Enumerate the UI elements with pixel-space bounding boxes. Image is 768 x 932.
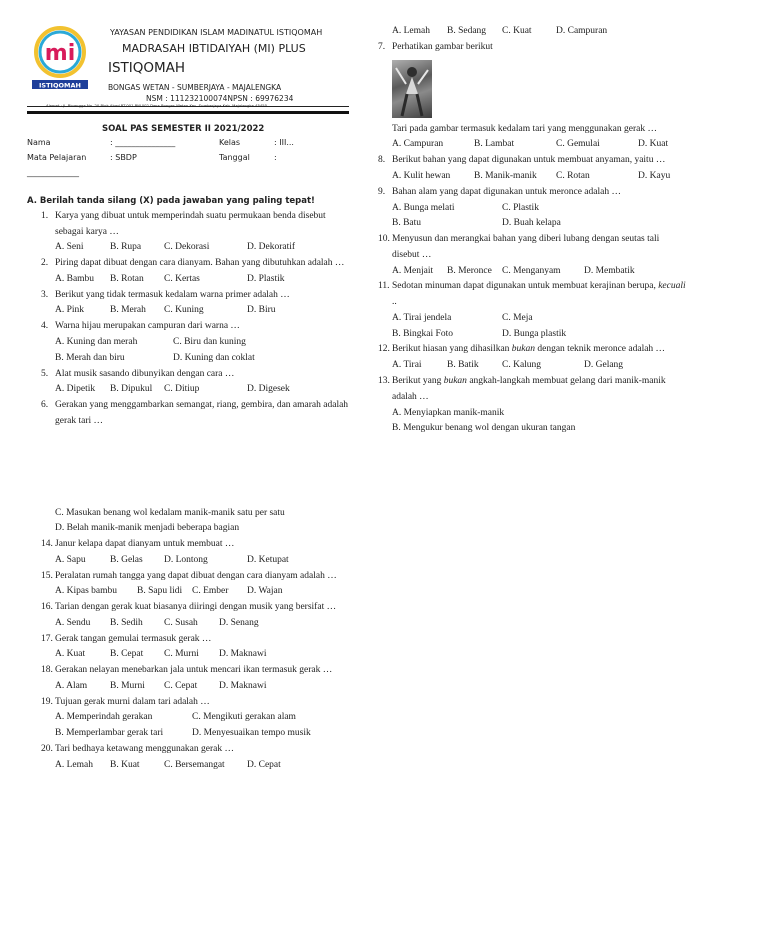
option-b[interactable]: B. Murni (110, 681, 145, 691)
school-name-line1: MADRASAH IBTIDAIYAH (MI) PLUS (122, 42, 306, 55)
option-c[interactable]: C. Murni (164, 649, 199, 659)
option-d[interactable]: D. Belah manik-manik menjadi beberapa bagian (55, 523, 240, 533)
option-d[interactable]: D. Digesek (247, 384, 290, 394)
question-number: 11. (378, 281, 390, 291)
option-a[interactable]: A. Kulit hewan (392, 171, 451, 181)
question-number: 1. (41, 211, 49, 221)
option-d[interactable]: D. Campuran (556, 26, 608, 36)
option-b[interactable]: B. Kuat (110, 760, 140, 770)
option-c[interactable]: C. Rotan (556, 171, 590, 181)
option-d[interactable]: D. Maknawi (219, 649, 267, 659)
option-c[interactable]: C. Kalung (502, 360, 542, 370)
option-b[interactable]: B. Lambat (474, 139, 515, 149)
option-c[interactable]: C. Ember (192, 586, 229, 596)
option-d[interactable]: D. Bunga plastik (502, 329, 567, 339)
option-d[interactable]: D. Buah kelapa (502, 218, 561, 228)
option-c[interactable]: D. Lontong (164, 555, 208, 565)
option-c[interactable]: C. Kertas (164, 274, 200, 284)
nama-field[interactable]: : _______________ (110, 138, 176, 147)
question-text: Berikut yang bukan angkah-langkah membuat gelang dari manik-manik (392, 376, 666, 386)
option-a[interactable]: A. Lemah (392, 26, 430, 36)
option-c[interactable]: C. Plastik (502, 203, 539, 213)
option-d[interactable]: D. Gelang (584, 360, 624, 370)
option-c[interactable]: C. Kuat (502, 26, 532, 36)
option-a[interactable]: A. Sendu (55, 618, 91, 628)
nama-label: Nama (27, 138, 51, 147)
option-c[interactable]: C. Ditiup (164, 384, 200, 394)
option-d[interactable]: D. Kuning dan coklat (173, 353, 255, 363)
question-number: 3. (41, 290, 49, 300)
option-b[interactable]: B. Bingkai Foto (392, 329, 453, 339)
option-c[interactable]: C. Biru dan kuning (173, 337, 246, 347)
option-a[interactable]: A. Kuning dan merah (55, 337, 138, 347)
option-c[interactable]: C. Mengikuti gerakan alam (192, 712, 296, 722)
school-location: BONGAS WETAN - SUMBERJAYA - MAJALENGKA (108, 83, 282, 92)
school-name-line2: ISTIQOMAH (108, 60, 186, 76)
question-text: Berikut hiasan yang dihasilkan bukan dengan teknik meronce adalah … (392, 344, 666, 354)
option-c[interactable]: C. Meja (502, 313, 533, 323)
kelas-field[interactable]: : III... (274, 138, 294, 147)
option-b[interactable]: B. Rotan (110, 274, 144, 284)
question-number: 17. (41, 634, 53, 644)
header-rule-thick (27, 111, 349, 114)
option-b[interactable]: B. Rupa (110, 242, 142, 252)
option-c[interactable]: C. Bersemangat (164, 760, 225, 770)
option-d[interactable]: D. Kuat (638, 139, 669, 149)
question-number: 7. (378, 42, 386, 52)
question-text: Gerakan yang menggambarkan semangat, riang, gembira, dan amarah adalah (55, 400, 349, 410)
option-a[interactable]: A. Kuat (55, 649, 86, 659)
option-a[interactable]: A. Bambu (55, 274, 95, 284)
school-nsm: NSM : 111232100074NPSN : 69976234 (146, 94, 294, 103)
option-a[interactable]: A. Tirai (392, 360, 422, 370)
option-a[interactable]: A. Lemah (55, 760, 93, 770)
option-b[interactable]: B. Dipukul (110, 384, 153, 394)
option-d[interactable]: D. Cepat (247, 760, 281, 770)
question-number: 10. (378, 234, 390, 244)
option-b[interactable]: B. Mengukur benang wol dengan ukuran tangan (392, 423, 576, 433)
question-number: 12. (378, 344, 390, 354)
option-d[interactable]: D. Biru (247, 305, 276, 315)
option-a[interactable]: A. Sapu (55, 555, 86, 565)
option-c[interactable]: C. Gemulai (556, 139, 600, 149)
question-number: 13. (378, 376, 390, 386)
option-c[interactable]: C. Susah (164, 618, 198, 628)
question-text-cont: adalah … (392, 392, 429, 402)
question-text: Alat musik sasando dibunyikan dengan cara … (55, 369, 235, 379)
question-text: Menyusun dan merangkai bahan yang diberi lubang dengan seutas tali (392, 234, 660, 244)
question-text: Karya yang dibuat untuk memperindah suatu permukaan benda disebut (55, 211, 326, 221)
question-text: Peralatan rumah tangga yang dapat dibuat dengan cara dianyam adalah … (55, 571, 337, 581)
option-c[interactable]: C. Kuning (164, 305, 204, 315)
question-number: 4. (41, 321, 49, 331)
option-b[interactable]: B. Merah dan biru (55, 353, 125, 363)
foundation-name: YAYASAN PENDIDIKAN ISLAM MADINATUL ISTIQOMAH (110, 28, 323, 37)
question-text-cont: Tari pada gambar termasuk kedalam tari yang menggunakan gerak … (392, 124, 657, 134)
question-number: 8. (378, 155, 386, 165)
question-number: 9. (378, 187, 386, 197)
question-text: Tarian dengan gerak kuat biasanya diiringi dengan musik yang bersifat … (55, 602, 337, 612)
option-b[interactable]: B. Sapu lidi (137, 586, 183, 596)
kelas-label: Kelas (219, 138, 241, 147)
question-text: Warna hijau merupakan campuran dari warna … (55, 321, 240, 331)
option-a[interactable]: A. Dipetik (55, 384, 96, 394)
logo-text: mi (44, 41, 76, 66)
option-a[interactable]: A. Bunga melati (392, 203, 455, 213)
blank-line[interactable]: _____________ (27, 168, 79, 177)
option-b[interactable]: B. Manik-manik (474, 171, 537, 181)
mapel-field[interactable]: : SBDP (110, 153, 137, 162)
option-b[interactable]: B. Cepat (110, 649, 144, 659)
question-number: 5. (41, 369, 49, 379)
tanggal-label: Tanggal (219, 153, 250, 162)
question-text-cont: sebagai karya … (55, 227, 119, 237)
option-a[interactable]: A. Kipas bambu (55, 586, 118, 596)
option-a[interactable]: A. Alam (55, 681, 88, 691)
option-a[interactable]: A. Seni (55, 242, 84, 252)
option-b[interactable]: B. Gelas (110, 555, 143, 565)
question-text-cont: .. (392, 297, 397, 307)
logo-band-text: ISTIQOMAH (39, 81, 81, 90)
question-number: 2. (41, 258, 49, 268)
option-d[interactable]: D. Wajan (247, 586, 283, 596)
option-d[interactable]: D. Kayu (638, 171, 671, 181)
exam-title: SOAL PAS SEMESTER II 2021/2022 (102, 124, 265, 134)
question-text: Piring dapat dibuat dengan cara dianyam. Bahan yang dibutuhkan adalah … (55, 258, 345, 268)
dance-photo (392, 60, 432, 118)
option-c[interactable]: C. Menganyam (502, 266, 561, 276)
question-number: 19. (41, 697, 53, 707)
question-text: Janur kelapa dapat dianyam untuk membuat … (55, 539, 235, 549)
option-d[interactable]: D. Senang (219, 618, 259, 628)
section-a-instruction: A. Berilah tanda silang (X) pada jawaban yang paling tepat! (27, 196, 315, 206)
option-a[interactable]: A. Memperindah gerakan (55, 712, 153, 722)
option-a[interactable]: A. Campuran (392, 139, 444, 149)
question-text: Gerakan nelayan menebarkan jala untuk mencari ikan termasuk gerak … (55, 665, 333, 675)
school-logo (30, 26, 90, 92)
option-d[interactable]: D. Dekoratif (247, 242, 296, 252)
option-b[interactable]: B. Sedih (110, 618, 143, 628)
question-text: Perhatikan gambar berikut (392, 42, 493, 52)
option-d[interactable]: D. Plastik (247, 274, 285, 284)
question-number: 6. (41, 400, 49, 410)
option-c[interactable]: C. Dekorasi (164, 242, 210, 252)
option-d[interactable]: D. Maknawi (219, 681, 267, 691)
option-b[interactable]: B. Batu (392, 218, 422, 228)
option-d[interactable]: D. Membatik (584, 266, 635, 276)
mapel-label: Mata Pelajaran (27, 153, 87, 162)
question-number: 14. (41, 539, 53, 549)
question-number: 18. (41, 665, 53, 675)
option-b[interactable]: B. Batik (447, 360, 479, 370)
question-number: 15. (41, 571, 53, 581)
option-c[interactable]: C. Masukan benang wol kedalam manik-manik satu per satu (55, 508, 285, 518)
option-a[interactable]: A. Menjait (392, 266, 434, 276)
option-c[interactable]: C. Cepat (164, 681, 198, 691)
option-d[interactable]: D. Menyesuaikan tempo musik (192, 728, 311, 738)
option-d[interactable]: D. Ketupat (247, 555, 289, 565)
header-rule-thin (27, 106, 349, 107)
question-number: 20. (41, 744, 53, 754)
option-b[interactable]: B. Merah (110, 305, 146, 315)
school-address: Alamat : Jl. Binangga No. 20 Blok Ahad RT.001 RW.002 Desa Bongas Wetan Kec. Sumberjaya Kab. Majalengka 45455 (46, 103, 268, 108)
option-a[interactable]: A. Pink (55, 305, 85, 315)
question-text: Sedotan minuman dapat digunakan untuk membuat kerajinan berupa, kecuali (392, 281, 686, 291)
option-b[interactable]: B. Meronce (447, 266, 492, 276)
option-b[interactable]: B. Memperlambar gerak tari (55, 728, 164, 738)
question-text: Gerak tangan gemulai termasuk gerak … (55, 634, 212, 644)
option-b[interactable]: B. Sedang (447, 26, 487, 36)
question-number: 16. (41, 602, 53, 612)
option-a[interactable]: A. Tirai jendela (392, 313, 452, 323)
tanggal-field[interactable]: : (274, 153, 277, 162)
question-text: Bahan alam yang dapat digunakan untuk meronce adalah … (392, 187, 621, 197)
question-text-cont: gerak tari … (55, 416, 104, 426)
question-text: Berikut bahan yang dapat digunakan untuk membuat anyaman, yaitu … (392, 155, 666, 165)
question-text-cont: disebut … (392, 250, 432, 260)
option-a[interactable]: A. Menyiapkan manik-manik (392, 408, 505, 418)
question-text: Berikut yang tidak termasuk kedalam warna primer adalah … (55, 290, 290, 300)
question-text: Tari bedhaya ketawang menggunakan gerak … (55, 744, 234, 754)
question-text: Tujuan gerak murni dalam tari adalah … (55, 697, 210, 707)
